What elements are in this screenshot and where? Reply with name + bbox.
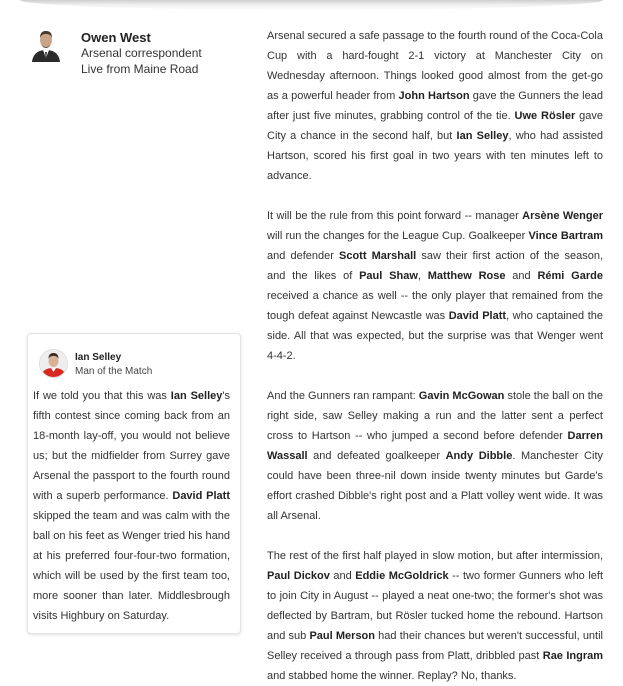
text-run: , (417, 270, 428, 282)
author-photo (30, 28, 62, 62)
man-of-the-match-photo (39, 349, 68, 378)
bold-name: Eddie McGoldrick (355, 570, 449, 582)
bold-name: Ian Selley (170, 390, 223, 402)
author-role: Arsenal correspondent (81, 46, 202, 60)
bold-name: David Platt (172, 490, 230, 502)
text-run: It will be the rule from this point forward -- manager (267, 210, 523, 222)
author-block (30, 28, 250, 80)
bold-name: Rémi Garde (537, 270, 603, 282)
article-paragraph (267, 386, 603, 526)
text-run: -- two former Gunners who left to join City in August -- played a neat one-two; the former's shot was deflected by Bartram, but Rösler tucked home the rebound. Hartson and sub (267, 570, 603, 642)
top-shadow-divider (20, 0, 603, 10)
text-run: The rest of the first half played in slow motion, but after intermission, (267, 550, 603, 562)
bold-name: Paul Shaw (359, 270, 418, 282)
author-location: Live from Maine Road (81, 62, 199, 76)
bold-name: Paul Merson (309, 630, 375, 642)
text-run: , who had assisted Hartson, scored his first goal in two years with ten minutes left to advance. (267, 130, 603, 182)
text-run: and defeated goalkeeper (307, 450, 446, 462)
text-run: If we told you that this was (33, 390, 171, 402)
text-run: and stabbed home the winner. Replay? No, thanks. (267, 670, 517, 682)
text-run: gave City a chance in the second half, but (267, 110, 603, 142)
bold-name: Paul Dickov (267, 570, 330, 582)
bold-name: Scott Marshall (339, 250, 417, 262)
bold-name: David Platt (448, 310, 507, 322)
text-run: 's fifth contest since coming back from an 18-month lay-off, you would not believe us; but the midfielder from Surrey gave Arsenal the passport to the fourth round with a superb performance. (33, 390, 230, 502)
bold-name: Vince Bartram (528, 230, 604, 242)
text-run: and (505, 270, 538, 282)
text-run: And the Gunners ran rampant: (267, 390, 419, 402)
text-run: skipped the team and was calm with the ball on his feet as Wenger tried his hand at his preferred four-four-two formation, which will be used by the first team too, more sooner than later. Middlesbrough visits Highbury on Saturday. (33, 510, 230, 622)
text-run: and (329, 570, 356, 582)
text-run: will run the changes for the League Cup. Goalkeeper (267, 230, 529, 242)
text-run: and defender (267, 250, 339, 262)
bold-name: Arsène Wenger (522, 210, 604, 222)
text-run: received a chance as well -- the only player that remained from the tough defeat against Newcastle was (267, 290, 603, 322)
bold-name: Gavin McGowan (418, 390, 505, 402)
bold-name: Andy Dibble (445, 450, 513, 462)
bold-name: Darren Wassall (267, 430, 603, 462)
bold-name: Matthew Rose (427, 270, 506, 282)
text-run: gave the Gunners the lead after just five minutes, grabbing control of the tie. (267, 90, 603, 122)
bold-name: Rae Ingram (542, 650, 603, 662)
man-of-the-match-name: Ian Selley (75, 352, 122, 363)
man-of-the-match-text (33, 386, 230, 626)
bold-name: Ian Selley (456, 130, 509, 142)
text-run: Arsenal secured a safe passage to the fourth round of the Coca-Cola Cup with a hard-fought 2-1 victory at Manchester City on Wednesday afternoon. Things looked good almost from the get-go as a powerful header from (267, 30, 603, 102)
article-body (267, 26, 603, 686)
text-run: , who captained the side. All that was expected, but the surprise was that Wenger went 4-4-2. (267, 310, 603, 362)
text-run: . Manchester City could have been three-nil down inside twenty minutes but Garde's effort crashed Dibble's right post and a Platt volley went wide. It was all Arsenal. (267, 450, 603, 522)
bold-name: Uwe Rösler (514, 110, 576, 122)
article-paragraph (267, 546, 603, 686)
article-paragraph (267, 26, 603, 186)
text-run: stole the ball on the right side, saw Selley making a run and the latter sent a perfect cross to Hartson -- who jumped a second before defender (267, 390, 603, 442)
man-of-the-match-title: Man of the Match (75, 366, 153, 377)
man-of-the-match-card (27, 333, 241, 634)
text-run: saw their first action of the season, and the likes of (267, 250, 604, 282)
author-name: Owen West (81, 30, 151, 45)
bold-name: John Hartson (398, 90, 470, 102)
text-run: had their chances but weren't successful, until Selley received a through pass from Platt, dribbled past (267, 630, 603, 662)
article-paragraph (267, 206, 603, 366)
